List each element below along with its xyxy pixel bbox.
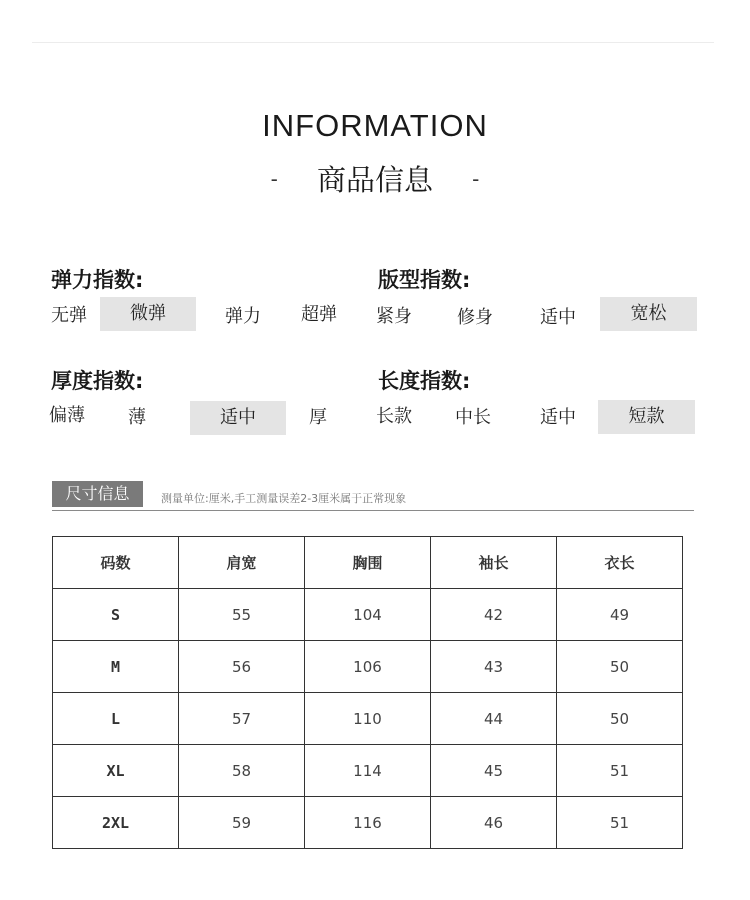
table-row <box>53 745 683 797</box>
thickness-option-thick: 厚 <box>309 407 327 428</box>
table-cell: 44 <box>431 693 557 745</box>
elasticity-option-elastic: 弹力 <box>225 306 261 327</box>
table-cell: 106 <box>305 641 431 693</box>
elasticity-option-super: 超弹 <box>301 304 337 325</box>
page-title-english: INFORMATION <box>262 108 488 143</box>
column-header-size: 码数 <box>53 537 179 589</box>
table-cell: 110 <box>305 693 431 745</box>
column-header-sleeve: 袖长 <box>431 537 557 589</box>
thickness-option-medium-selected: 适中 <box>190 401 286 435</box>
table-cell: 57 <box>179 693 305 745</box>
table-cell: 59 <box>179 797 305 849</box>
table-cell: 50 <box>557 641 683 693</box>
table-cell: 51 <box>557 745 683 797</box>
table-cell-size: L <box>53 693 179 745</box>
elasticity-index-label: 弹力指数: <box>51 268 144 292</box>
length-option-long: 长款 <box>376 406 412 427</box>
title-dash-left: - <box>270 166 278 191</box>
table-row <box>53 589 683 641</box>
table-cell: 56 <box>179 641 305 693</box>
length-option-mid-long: 中长 <box>455 407 491 428</box>
table-row <box>53 797 683 849</box>
elasticity-option-none: 无弹 <box>51 305 87 326</box>
page-title-chinese-row <box>0 158 750 199</box>
fit-option-regular: 适中 <box>540 307 576 328</box>
column-header-chest: 胸围 <box>305 537 431 589</box>
table-cell: 116 <box>305 797 431 849</box>
table-cell: 50 <box>557 693 683 745</box>
table-cell: 58 <box>179 745 305 797</box>
fit-option-slim: 修身 <box>457 307 493 328</box>
size-info-divider <box>52 510 694 511</box>
table-cell: 49 <box>557 589 683 641</box>
table-cell-size: 2XL <box>53 797 179 849</box>
size-table <box>52 536 683 849</box>
thickness-index-label: 厚度指数: <box>51 369 144 393</box>
table-header-row <box>53 537 683 589</box>
table-cell: 104 <box>305 589 431 641</box>
fit-index-label: 版型指数: <box>378 268 471 292</box>
length-index-label: 长度指数: <box>378 369 471 393</box>
top-divider <box>32 42 714 43</box>
column-header-length: 衣长 <box>557 537 683 589</box>
column-header-shoulder: 肩宽 <box>179 537 305 589</box>
size-info-tag: 尺寸信息 <box>52 481 143 507</box>
table-row <box>53 693 683 745</box>
table-cell-size: M <box>53 641 179 693</box>
elasticity-option-slight-selected: 微弹 <box>100 297 196 331</box>
fit-option-tight: 紧身 <box>376 306 412 327</box>
table-cell-size: S <box>53 589 179 641</box>
table-cell-size: XL <box>53 745 179 797</box>
title-dash-right: - <box>472 166 480 191</box>
table-cell: 51 <box>557 797 683 849</box>
table-cell: 43 <box>431 641 557 693</box>
table-cell: 55 <box>179 589 305 641</box>
thickness-option-thinnish: 偏薄 <box>49 405 85 426</box>
table-cell: 46 <box>431 797 557 849</box>
fit-option-loose-selected: 宽松 <box>600 297 697 331</box>
thickness-option-thin: 薄 <box>128 407 146 428</box>
length-option-short-selected: 短款 <box>598 400 695 434</box>
table-cell: 45 <box>431 745 557 797</box>
table-row <box>53 641 683 693</box>
table-cell: 42 <box>431 589 557 641</box>
size-info-note: 测量单位:厘米,手工测量误差2-3厘米属于正常现象 <box>161 492 407 505</box>
length-option-regular: 适中 <box>540 407 576 428</box>
page-title-chinese: 商品信息 <box>316 163 433 197</box>
table-cell: 114 <box>305 745 431 797</box>
